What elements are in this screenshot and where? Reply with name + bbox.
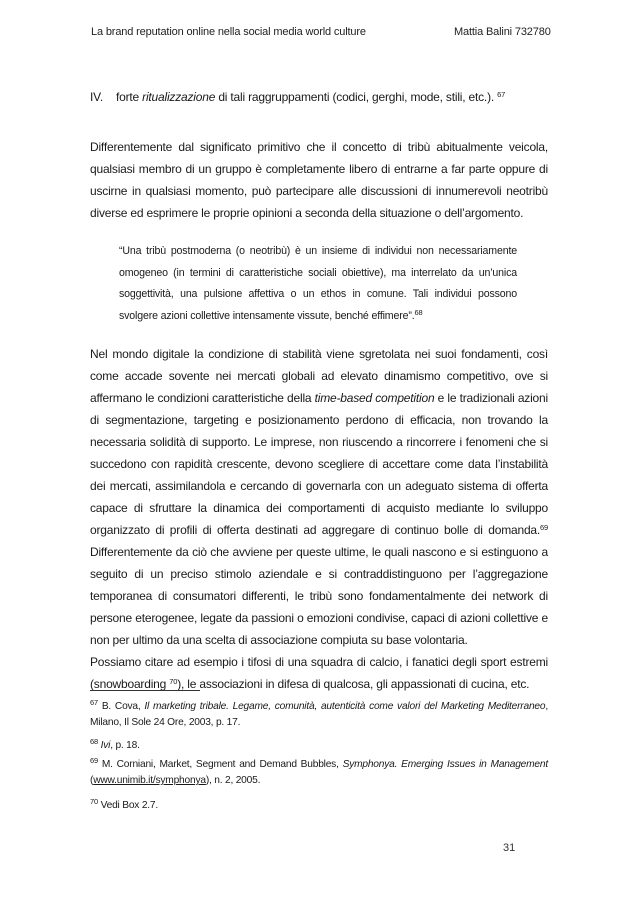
footnote-67-author: B. Cova,: [97, 701, 145, 712]
footnote-67-number: 67: [90, 698, 98, 707]
footnote-70-number: 70: [90, 797, 98, 806]
list-item-text-a: forte: [116, 90, 143, 104]
paragraph-examples-b: ), le associazioni in difesa di qualcosa, gli appassionati di cucina, etc.: [177, 677, 530, 691]
paragraph-digital-world: [90, 343, 548, 695]
paragraph-tribes-text: Differentemente dal significato primitivo che il concetto di tribù abitualmente veicola, qualsiasi membro di un gruppo è completamente libero di entrarne a far parte oppure di uscirne in qualsiasi momento, può partecipare alle discussioni di innumerevoli neotribù diverse ed esprimere le proprie opinioni a seconda della situazione o dell’argomento.: [90, 140, 548, 220]
paragraph-digital-c: Differentemente da ciò che avviene per queste ultime, le quali nascono e si estinguono a seguito di un preciso stimolo aziendale e si contraddistinguono per l’aggregazione temporanea di consumatori differenti, le tribù sono fondamentalmente dei network di persone eterogenee, legate da passioni o emozioni condivise, capaci di azioni collettive e non per ultimo da una scelta di associazione compiuta su base volontaria.: [90, 545, 548, 647]
block-quote: [119, 241, 517, 327]
list-item-text-b: di tali raggruppamenti (codici, gerghi, mode, stili, etc.).: [215, 90, 498, 104]
footnote-69-link[interactable]: www.unimib.it/symphonya: [93, 775, 206, 786]
footnote-ref-69[interactable]: 69: [540, 523, 548, 532]
footnote-ref-68[interactable]: 68: [414, 307, 423, 317]
footnote-ref-67[interactable]: 67: [497, 90, 506, 99]
footnote-separator: [90, 690, 200, 691]
footnote-69-number: 69: [90, 756, 98, 765]
paragraph-digital-b: e le tradizionali azioni di segmentazione, targeting e posizionamento perdono di efficacia, non trovando la necessaria solidità di supporto. Le imprese, non riuscendo a rincorrere i fenomeni che si succedono con rapidità crescente, devono scegliere di accettare come data l’instabilità dei mercati, assimilandola e cercando di governarla con un adeguato sistema di offerta capace di sfruttare la dinamica dei comportamenti di acquisto mediante lo sviluppo organizzato di profili di offerta destinati ad aggregare di continuo bolle di domanda.: [90, 391, 548, 537]
page-number: 31: [503, 842, 516, 854]
footnote-68-page: , p. 18.: [110, 740, 140, 751]
running-header-author: Mattia Balini 732780: [454, 26, 551, 38]
footnote-70: [90, 798, 548, 814]
footnote-69-journal: Symphonya. Emerging Issues in Management: [342, 759, 548, 770]
paragraph-examples-a: Possiamo citare ad esempio i tifosi di una squadra di calcio, i fanatici degli sport estremi (snowboarding: [90, 655, 548, 691]
footnote-69: $^{69}$ M. Corniani, Market, Segment and Demand Bubbles, Symphonya. Emerging Issues in Management (www.unimib.it/symphonya), n. 2, 2005.: [90, 756, 548, 786]
list-item-emphasis: ritualizzazione: [142, 90, 216, 104]
block-quote-text: “Una tribù postmoderna (o neotribù) è un insieme di individui non necessariamente omogeneo (in termini di caratteristiche sociali obiettive), ma interrelato da un’unica soggettività, una pulsione affettiva o un ethos in comune. Tali individui possono svolgere azioni collettive intensamente vissute, benché effimere”.: [119, 245, 517, 322]
footnote-69-author: M. Corniani, Market, Segment and Demand Bubbles,: [97, 759, 343, 770]
list-item-iv: [90, 86, 548, 108]
paragraph-tribes: [90, 136, 548, 224]
footnote-68-ibid: Ivi: [100, 740, 111, 751]
paragraph-digital-emphasis: time-based competition: [314, 391, 435, 405]
footnote-67: [90, 699, 548, 731]
footnote-70-text: Vedi Box 2.7.: [97, 800, 159, 811]
footnote-68-number: 68: [90, 737, 98, 746]
footnote-69-issue: ), n. 2, 2005.: [205, 775, 261, 786]
running-header-title: La brand reputation online nella social media world culture: [91, 26, 366, 38]
footnote-67-publisher: , Milano, Il Sole 24 Ore, 2003, p. 17.: [90, 701, 548, 728]
footnote-67-title: Il marketing tribale. Legame, comunità, autenticità come valori del Marketing Mediterraneo: [144, 701, 546, 712]
paragraph-digital-a: Nel mondo digitale la condizione di stabilità viene sgretolata nei suoi fondamenti, così come accade sovente nei mercati globali ad elevato dinamismo competitivo, ove si affermano le condizioni caratteristiche della: [90, 347, 548, 405]
footnote-68: [90, 738, 548, 754]
footnote-ref-70[interactable]: 70: [169, 677, 178, 686]
list-item-number: IV.: [90, 90, 103, 104]
